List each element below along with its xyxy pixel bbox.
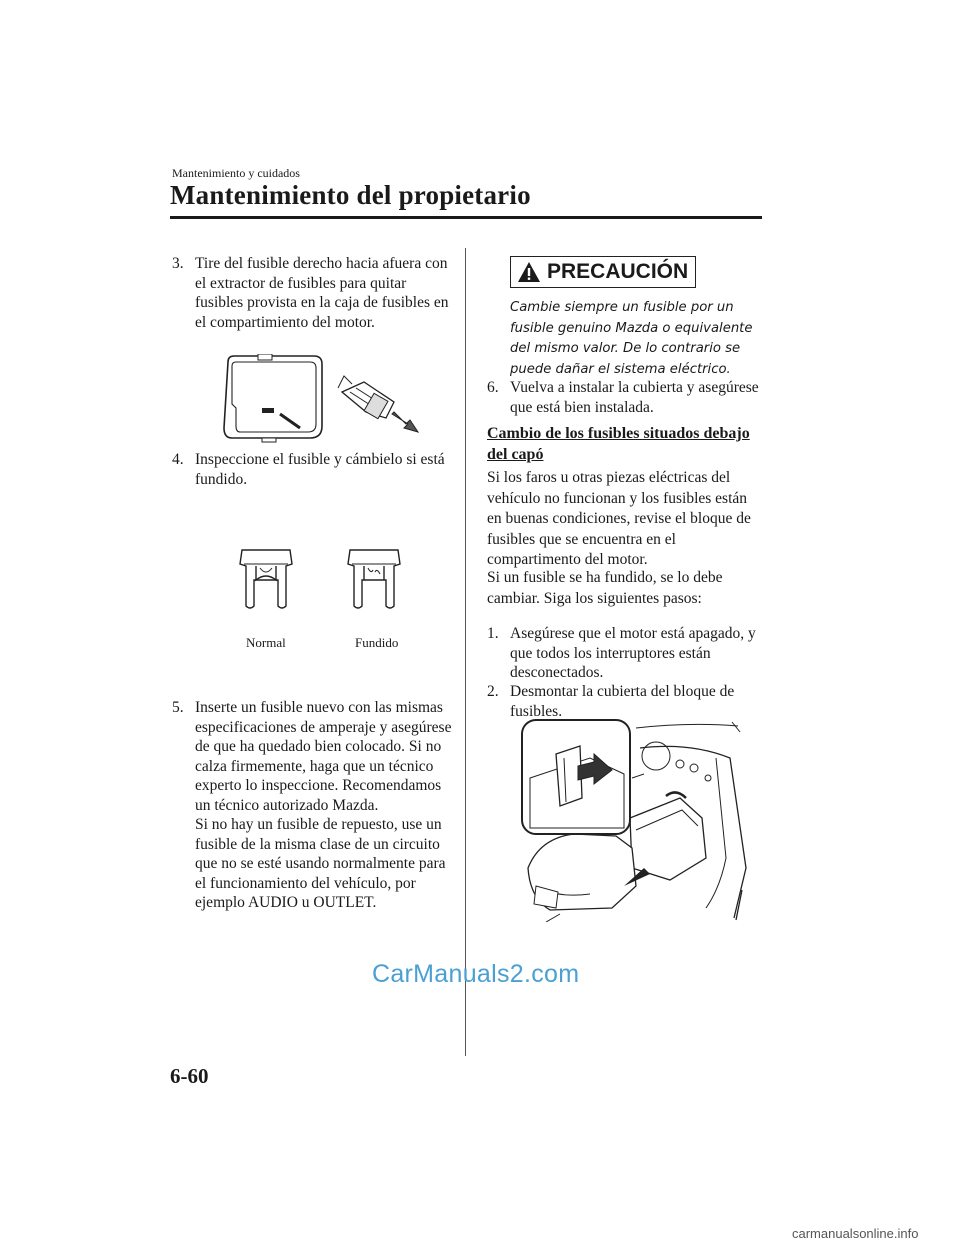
- step-6-text: Vuelva a instalar la cubierta y asegúrese que está bien instalada.: [510, 379, 759, 416]
- intro-paragraph-1: Si los faros u otras piezas eléctricas del vehículo no funcionan y los fusibles están en buenas condiciones, revise el bloque de fusibles que se encuentra en el compartimento del motor.: [487, 469, 751, 568]
- page-number: 6-60: [170, 1064, 209, 1088]
- section-label: Mantenimiento y cuidados: [172, 166, 300, 180]
- normal-caption: Normal: [246, 635, 286, 650]
- normal-fuse-illustration: [236, 546, 296, 612]
- caution-text: Cambie siempre un fusible por un fusible genuino Mazda o equivalente del mismo valor. De lo contrario se puede dañar el sistema eléctrico.: [510, 300, 753, 377]
- blown-caption: Fundido: [355, 635, 399, 650]
- fuse-box-illustration: [218, 354, 423, 444]
- step-6-number: 6.: [487, 379, 499, 396]
- step-4-text: Inspeccione el fusible y cámbielo si está fundido.: [195, 451, 445, 488]
- step-4-number: 4.: [172, 451, 184, 468]
- subheading-text: Cambio de los fusibles situados debajo del capó: [487, 425, 750, 463]
- warning-triangle-icon: [517, 261, 541, 283]
- column-divider: [465, 248, 466, 1056]
- step-3-number: 3.: [172, 255, 184, 272]
- watermark: CarManuals2.com: [372, 960, 580, 988]
- step-1-text: Asegúrese que el motor está apagado, y que todos los interruptores están desconectados.: [510, 625, 756, 681]
- caution-box: [510, 256, 696, 288]
- footer-site: carmanualsonline.info: [792, 1226, 919, 1241]
- intro-paragraph-2: Si un fusible se ha fundido, se lo debe cambiar. Siga los siguientes pasos:: [487, 569, 723, 607]
- caution-label: PRECAUCIÓN: [547, 260, 689, 283]
- page-title: Mantenimiento del propietario: [170, 180, 531, 210]
- step-1: [487, 624, 762, 683]
- step-3: [172, 254, 458, 332]
- step-5-text-2: Si no hay un fusible de repuesto, use un fusible de la misma clase de un circuito que no se esté usando normalmente para el funcionamiento del vehículo, por ejemplo AUDIO u OUTLET.: [195, 816, 446, 911]
- title-rule: [170, 216, 762, 219]
- step-4: [172, 450, 458, 489]
- step-1-number: 1.: [487, 625, 499, 642]
- step-3-text: Tire del fusible derecho hacia afuera con el extractor de fusibles para quitar fusibles provista en la caja de fusibles en el compartimiento del motor.: [195, 255, 449, 331]
- blown-fuse-illustration: [344, 546, 404, 612]
- subheading: [487, 423, 757, 465]
- step-5-number: 5.: [172, 699, 184, 716]
- step-6: [487, 378, 762, 417]
- step-5: [172, 698, 458, 913]
- step-2: [487, 682, 762, 721]
- step-2-text: Desmontar la cubierta del bloque de fusibles.: [510, 683, 735, 720]
- step-2-number: 2.: [487, 683, 499, 700]
- engine-compartment-illustration: [520, 718, 752, 922]
- step-5-text: Inserte un fusible nuevo con las mismas especificaciones de amperaje y asegúrese de que ha quedado bien colocado. Si no calza firmemente, haga que un técnico experto lo inspeccione. Recomendamos un técnico autorizado Mazda.: [195, 699, 452, 814]
